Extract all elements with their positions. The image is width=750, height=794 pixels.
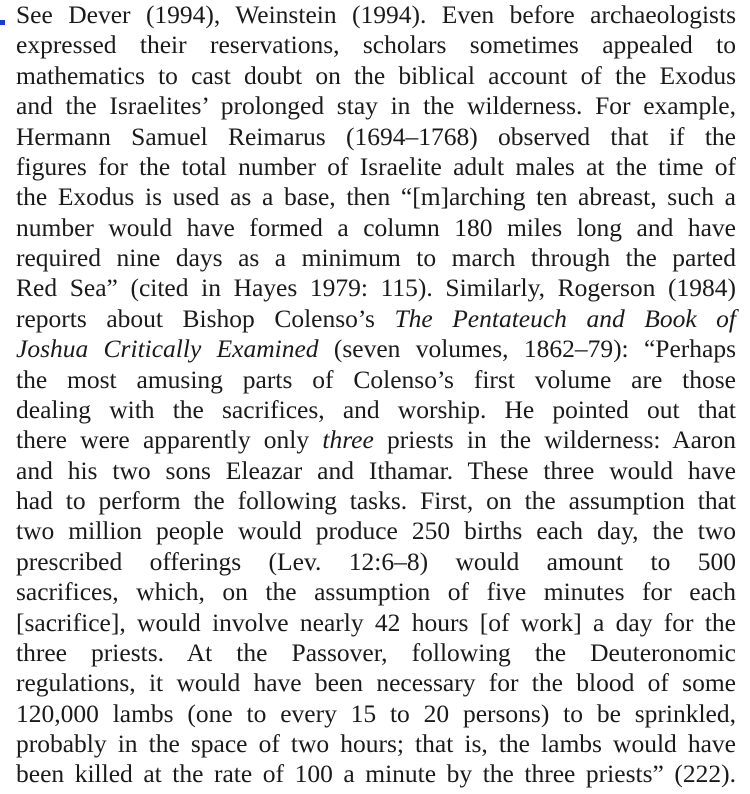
italic-text: Joshua Critically Examined: [16, 334, 319, 364]
text-line: [16, 425, 736, 455]
text-segment: required nine days as a minimum to march through the parted: [16, 243, 736, 272]
text-segment: regulations, it would have been necessary for the blood of some: [16, 668, 736, 698]
text-segment: three priests. At the Passover, following the Deuteronomic: [16, 637, 736, 667]
text-line: [16, 273, 736, 303]
text-segment: [sacrifice], would involve nearly 42 hours [of work] a day for the: [16, 607, 736, 637]
text-line: [16, 547, 736, 577]
text-line: [16, 486, 736, 516]
text-segment: Red Sea” (cited in Hayes 1979: 115). Similarly, Rogerson (1984): [16, 273, 736, 303]
text-line: [16, 122, 736, 152]
text-line: [16, 304, 736, 334]
text-line: [16, 668, 736, 698]
text-segment: sacrifices, which, on the assumption of five minutes for each: [16, 577, 736, 607]
text-line: [16, 638, 736, 668]
italic-text: The Pentateuch and Book of: [394, 303, 736, 333]
text-segment: priests in the wilderness: Aaron: [373, 425, 736, 455]
text-segment: and his two sons Eleazar and Ithamar. These three would have: [16, 455, 736, 485]
text-segment: been killed at the rate of 100 a minute by the three priests” (222).: [16, 759, 736, 789]
text-segment: the most amusing parts of Colenso’s first volume are those: [16, 364, 736, 394]
footnote-marker[interactable]: [0, 20, 5, 25]
text-segment: See Dever (1994), Weinstein (1994). Even before archaeologists: [16, 0, 736, 29]
text-segment: prescribed offerings (Lev. 12:6–8) would amount to 500: [16, 546, 736, 576]
text-line: [16, 30, 736, 60]
text-segment: Hermann Samuel Reimarus (1694–1768) observed that if the: [16, 121, 736, 151]
text-line: [16, 516, 736, 546]
text-segment: expressed their reservations, scholars sometimes appealed to: [16, 30, 736, 60]
text-segment: had to perform the following tasks. First, on the assumption that: [16, 486, 736, 515]
text-segment: number would have formed a column 180 miles long and have: [16, 212, 736, 242]
text-line: [16, 182, 736, 212]
text-line: [16, 729, 736, 759]
text-segment: there were apparently only: [16, 425, 323, 455]
text-line: [16, 152, 736, 182]
text-segment: the Exodus is used as a base, then “[m]arching ten abreast, such a: [16, 182, 736, 212]
text-line: [16, 334, 736, 364]
footnote-text: [16, 0, 736, 790]
text-segment: figures for the total number of Israelite adult males at the time of: [16, 151, 736, 181]
text-segment: probably in the space of two hours; that is, the lambs would have: [16, 729, 736, 758]
text-line: [16, 456, 736, 486]
text-line: [16, 759, 736, 789]
text-segment: two million people would produce 250 births each day, the two: [16, 516, 736, 546]
italic-text: three: [322, 425, 374, 455]
text-line: [16, 0, 736, 30]
text-segment: mathematics to cast doubt on the biblical account of the Exodus: [16, 60, 736, 90]
text-segment: dealing with the sacrifices, and worship. He pointed out that: [16, 394, 736, 424]
text-line: [16, 395, 736, 425]
text-line: [16, 213, 736, 243]
text-segment: reports about Bishop Colenso’s: [16, 303, 395, 333]
text-line: [16, 243, 736, 273]
text-line: [16, 365, 736, 395]
text-line: [16, 91, 736, 121]
text-line: [16, 577, 736, 607]
text-line: [16, 699, 736, 729]
text-segment: 120,000 lambs (one to every 15 to 20 persons) to be sprinkled,: [16, 698, 736, 728]
text-segment: (seven volumes, 1862–79): “Perhaps: [318, 334, 736, 364]
text-segment: and the Israelites’ prolonged stay in the wilderness. For example,: [16, 91, 736, 121]
text-line: [16, 608, 736, 638]
text-line: [16, 61, 736, 91]
